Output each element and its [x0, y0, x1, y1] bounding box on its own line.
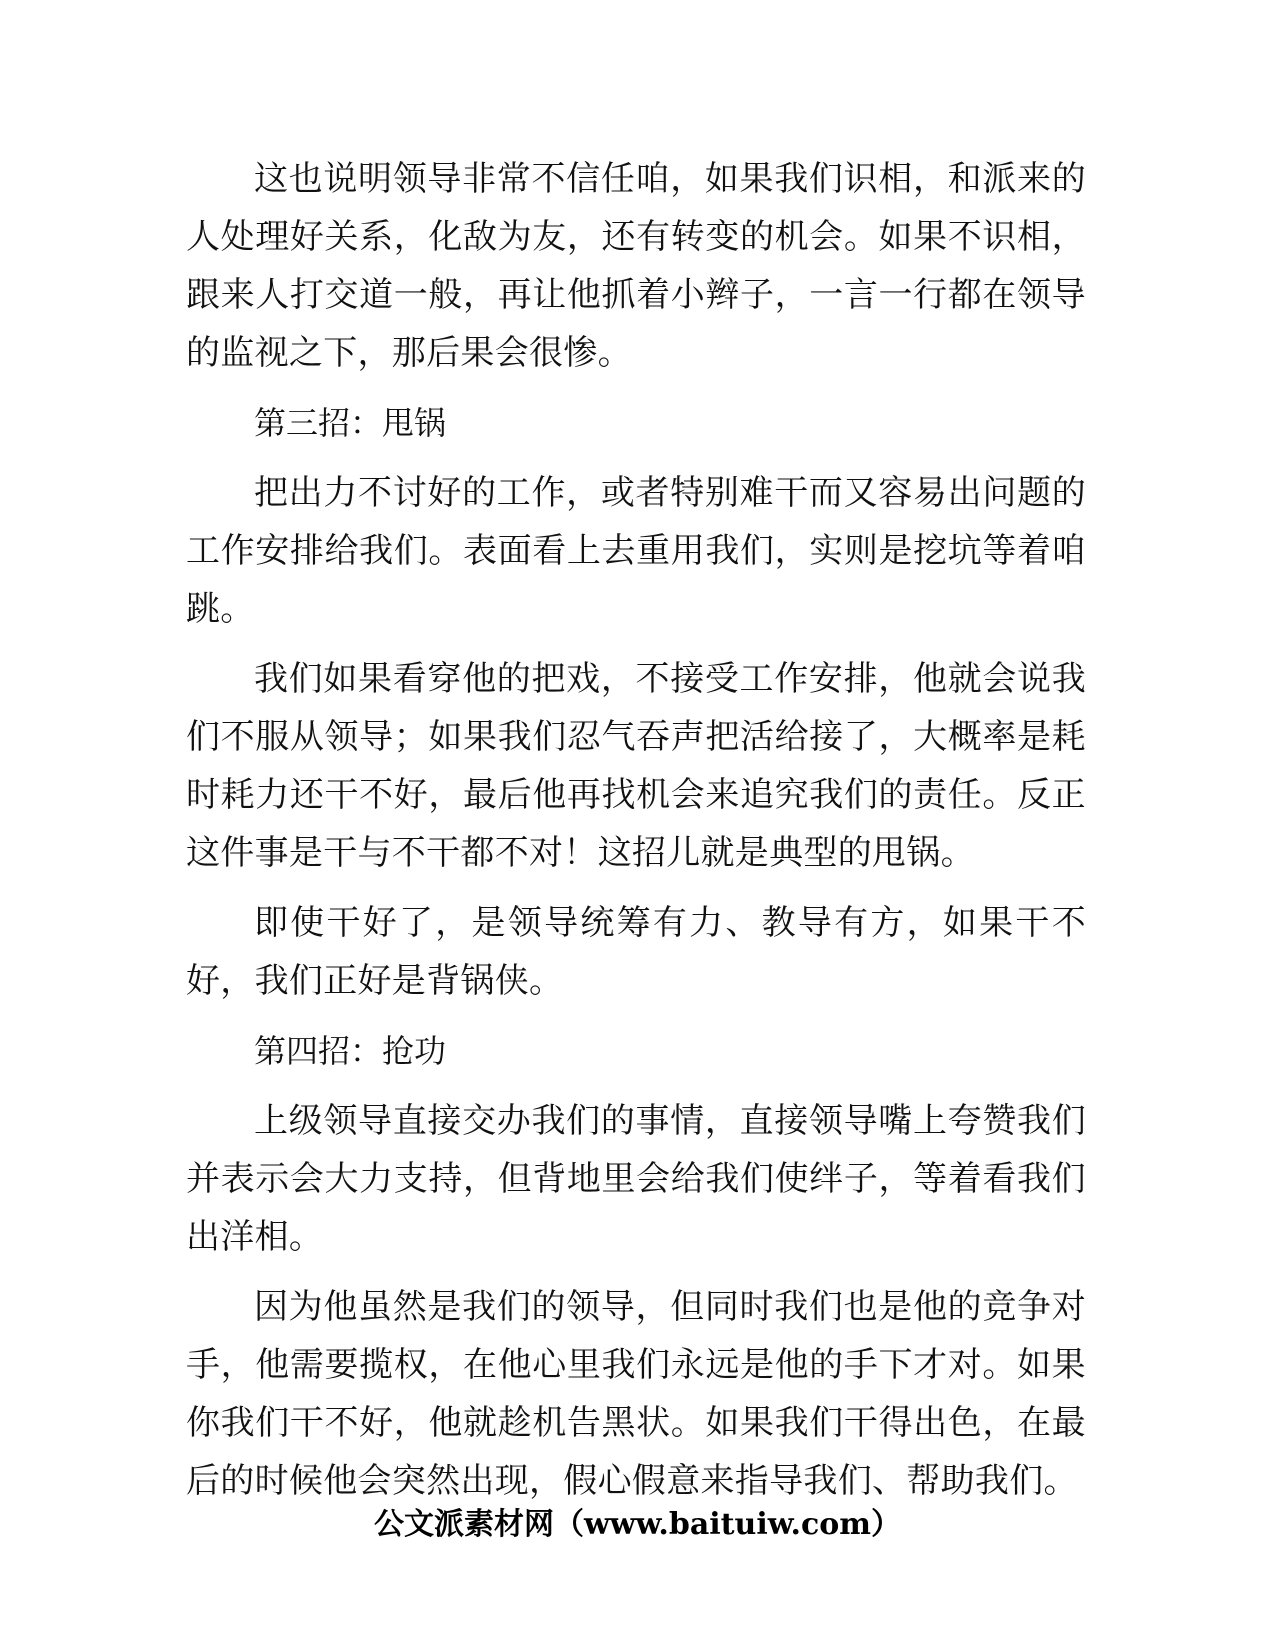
footer-watermark: 公文派素材网（www.baituiw.com）	[373, 1507, 902, 1542]
paragraph-competitor: 因为他虽然是我们的领导，但同时我们也是他的竞争对手，他需要揽权，在他心里我们永远是他的手下才对。如果你我们干不好，他就趁机告黑状。如果我们干得出色，在最后的时候他会突然出现，假心假意来指导我们、帮助我们。	[186, 1287, 1086, 1501]
paragraph-hard-work: 把出力不讨好的工作，或者特别难干而又容易出问题的工作安排给我们。表面看上去重用我们，实则是挖坑等着咱跳。	[186, 473, 1086, 629]
paragraph-trust: 这也说明领导非常不信任咱，如果我们识相，和派来的人处理好关系，化敌为友，还有转变的机会。如果不识相，跟来人打交道一般，再让他抓着小辫子，一言一行都在领导的监视之下，那后果会很惨。	[186, 159, 1086, 373]
heading-third-move: 第三招：甩锅	[254, 404, 447, 442]
document-body	[186, 150, 1086, 1522]
paragraph-obstruct: 上级领导直接交办我们的事情，直接领导嘴上夸赞我们并表示会大力支持，但背地里会给我们使绊子，等着看我们出洋相。	[186, 1101, 1086, 1257]
paragraph-blame: 我们如果看穿他的把戏，不接受工作安排，他就会说我们不服从领导；如果我们忍气吞声把活给接了，大概率是耗时耗力还干不好，最后他再找机会来追究我们的责任。反正这件事是干与不干都不对！这招儿就是典型的甩锅。	[186, 659, 1086, 873]
paragraph-scapegoat: 即使干好了，是领导统筹有力、教导有方，如果干不好，我们正好是背锅侠。	[186, 903, 1086, 1001]
heading-fourth-move: 第四招：抢功	[254, 1032, 447, 1070]
